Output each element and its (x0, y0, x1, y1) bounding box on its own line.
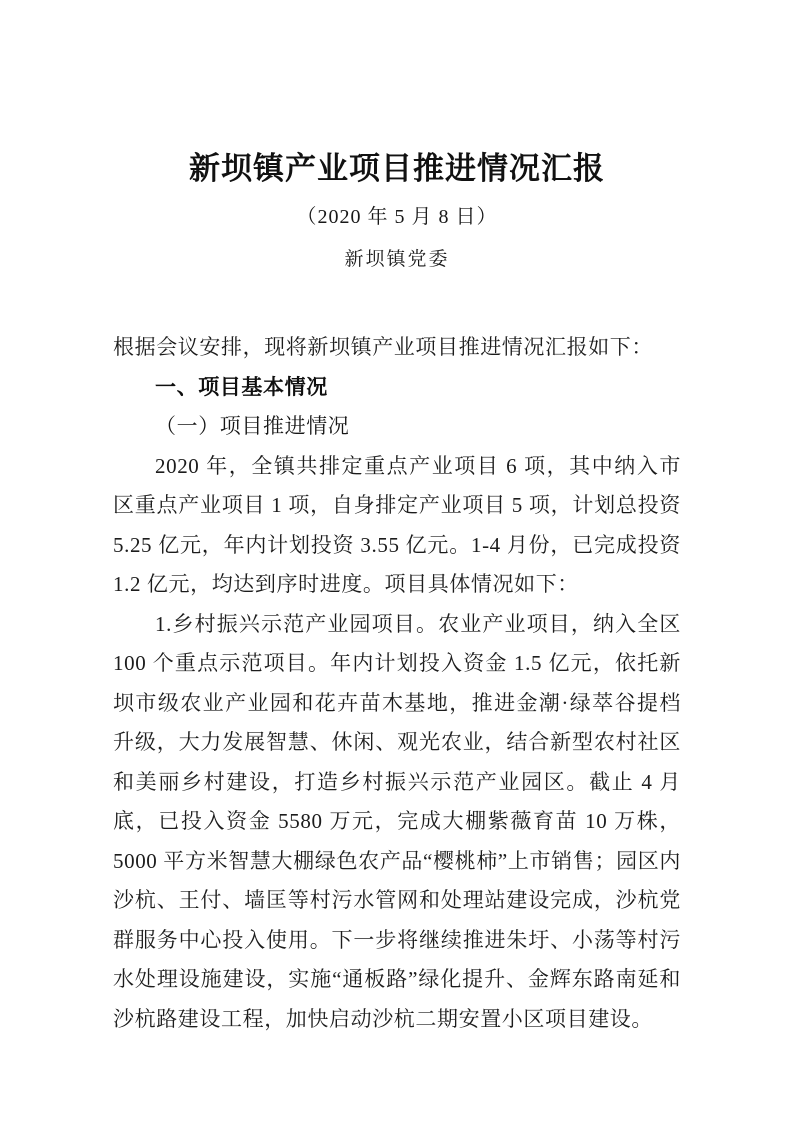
section-heading-1: 一、项目基本情况 (155, 375, 328, 399)
section-sub-heading-1: （一）项目推进情况 (155, 414, 350, 438)
document-date-line: （2020 年 5 月 8 日） (296, 206, 498, 228)
document-content (113, 0, 681, 1039)
body-paragraph: 2020 年，全镇共排定重点产业项目 6 项，其中纳入市区重点产业项目 1 项，自身排定产业项目 5 项，计划总投资 5.25 亿元，年内计划投资 3.55 亿元。1-4 月份，已完成投资 1.2 亿元，均达到序时进度。项目具体情况如下： (113, 453, 681, 596)
document-body (113, 328, 681, 1039)
document-author: 新坝镇党委 (344, 249, 450, 270)
document-title: 新坝镇产业项目推进情况汇报 (189, 151, 605, 186)
body-paragraph: 1.乡村振兴示范产业园项目。农业产业项目，纳入全区 100 个重点示范项目。年内计划投入资金 1.5 亿元，依托新坝市级农业产业园和花卉苗木基地，推进金潮·绿萃谷提档升级，大力发展智慧、休闲、观光农业，结合新型农村社区和美丽乡村建设，打造乡村振兴示范产业园区。截止 4 月底，已投入资金 5580 万元，完成大棚紫薇育苗 10 万株，5000 平方米智慧大棚绿色农产品“樱桃柿”上市销售；园区内沙杭、王付、墙匡等村污水管网和处理站建设完成，沙杭党群服务中心投入使用。下一步将继续推进朱圩、小荡等村污水处理设施建设，实施“通板路”绿化提升、金辉东路南延和沙杭路建设工程，加快启动沙杭二期安置小区项目建设。 (113, 611, 681, 1031)
intro-paragraph: 根据会议安排，现将新坝镇产业项目推进情况汇报如下： (113, 335, 653, 359)
